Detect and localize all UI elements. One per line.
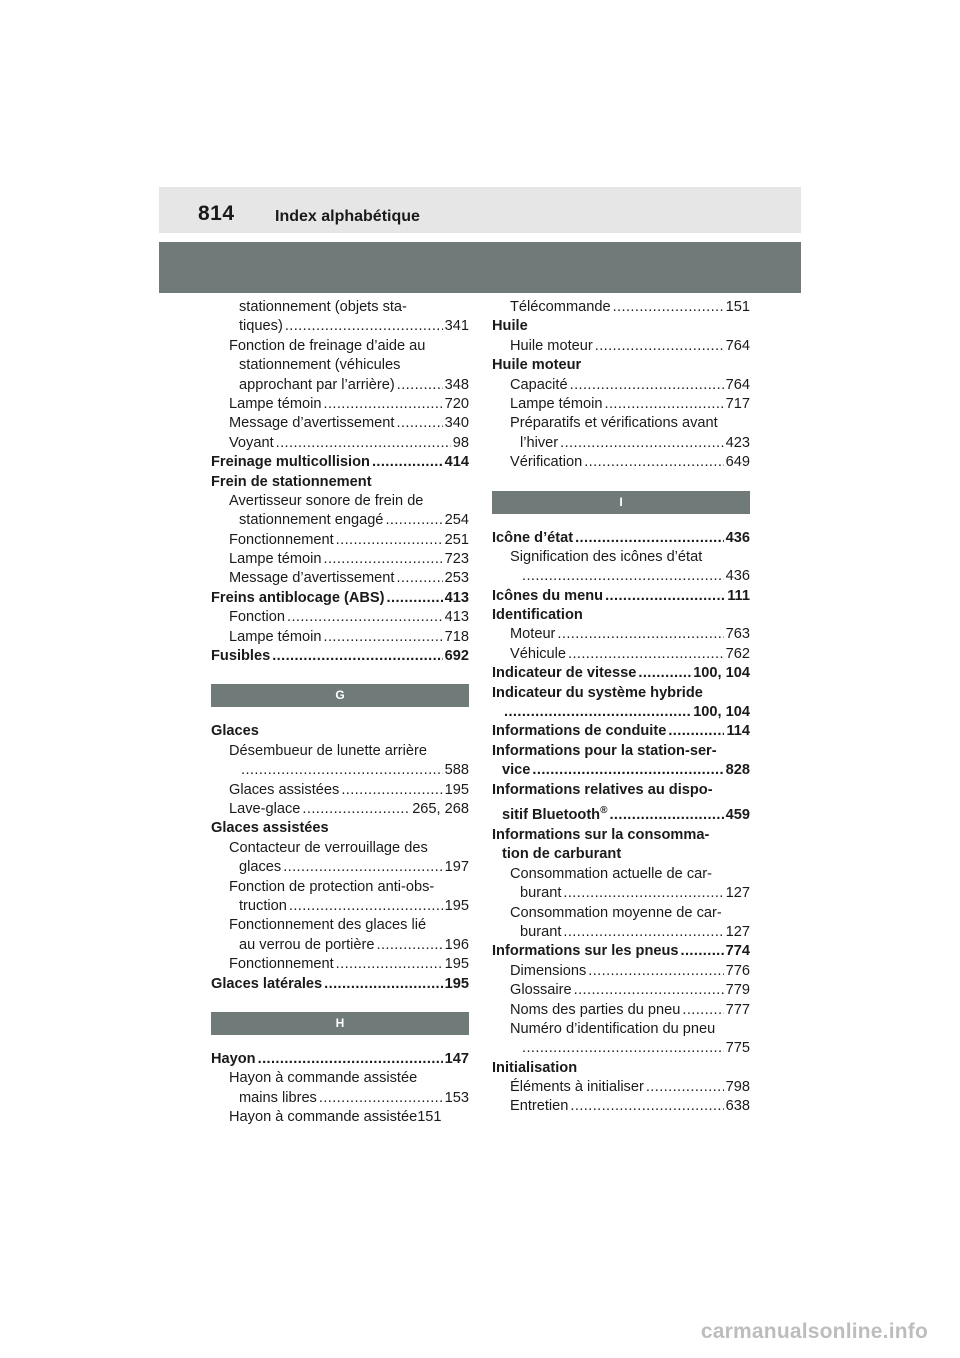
index-column-right	[492, 298, 750, 1117]
registered-mark: ®	[600, 805, 608, 817]
index-entry-page: 720	[444, 395, 469, 412]
index-entry-page: 251	[444, 531, 469, 548]
index-entry	[211, 1069, 469, 1088]
index-entry-label: Dimensions	[510, 962, 587, 979]
index-entry-page: 762	[725, 645, 750, 662]
index-entry-page: 265, 268	[412, 800, 469, 817]
index-entry	[211, 1108, 469, 1127]
index-entry-label: Huile	[492, 318, 528, 335]
index-entry-page: 763	[725, 626, 750, 643]
dot-leader	[387, 589, 443, 608]
index-entry-label: Freins antiblocage (ABS)	[211, 589, 385, 606]
index-entry	[492, 317, 750, 336]
dot-leader	[522, 1039, 724, 1058]
index-entry-label: Fonction de protection anti-obs-	[229, 878, 435, 895]
dot-leader	[272, 647, 442, 666]
section-letter-band: I	[492, 491, 750, 514]
index-entry-page: 127	[725, 923, 750, 940]
dot-leader	[681, 942, 724, 961]
index-entry-label: Informations pour la station-ser-	[492, 742, 717, 759]
index-entry-page: 638	[725, 1098, 750, 1115]
index-entry-label: Véhicule	[510, 645, 566, 662]
dot-leader	[563, 923, 723, 942]
index-entry-label: Entretien	[510, 1098, 569, 1115]
index-entry	[492, 664, 750, 683]
dot-leader	[522, 567, 724, 586]
index-entry	[492, 962, 750, 981]
index-entry	[211, 647, 469, 666]
index-entry	[492, 376, 750, 395]
index-entry-page: 151	[725, 299, 750, 315]
section-title: Index alphabétique	[275, 208, 420, 225]
index-entry	[211, 878, 469, 897]
page-number: 814	[198, 202, 235, 225]
index-entry-label: glaces	[239, 859, 282, 876]
index-entry-page: 340	[444, 415, 469, 432]
index-entry-label: Glaces assistées	[211, 820, 329, 837]
index-entry-page: 717	[725, 395, 750, 412]
section-letter-band: H	[211, 1012, 469, 1035]
dot-leader	[302, 800, 410, 819]
index-entry	[211, 356, 469, 375]
index-entry	[492, 529, 750, 548]
index-entry-page: 100, 104	[693, 665, 750, 682]
index-entry-label: Icône d’état	[492, 529, 574, 546]
index-entry	[492, 865, 750, 884]
index-entry-label: Lave-glace	[229, 800, 301, 817]
index-entry	[211, 608, 469, 627]
dot-leader	[285, 317, 443, 336]
index-entry-label: tion de carburant	[502, 846, 622, 863]
index-entry	[492, 722, 750, 741]
dot-leader	[574, 981, 724, 1000]
index-entry-label: Consommation moyenne de car-	[510, 904, 722, 921]
dot-leader	[646, 1078, 724, 1097]
index-entry-label: stationnement (objets sta-	[239, 299, 407, 315]
index-entry-page: 692	[444, 648, 469, 665]
index-entry-label: Fonction de freinage d’aide au	[229, 337, 426, 354]
index-entry-label: Préparatifs et vérifications avant	[510, 415, 718, 432]
index-entry-label: Hayon	[211, 1050, 256, 1067]
dot-leader	[532, 761, 723, 780]
index-entry-page: 98	[452, 434, 469, 451]
index-entry-label: Glaces latérales	[211, 975, 323, 992]
index-entry	[492, 1078, 750, 1097]
dot-leader	[336, 955, 443, 974]
index-entry-page: 775	[725, 1040, 750, 1057]
index-entry-page: 348	[444, 376, 469, 393]
index-entry	[492, 845, 750, 864]
index-entry	[211, 317, 469, 336]
dot-leader	[323, 395, 442, 414]
index-entry-label: Message d’avertissement	[229, 570, 395, 587]
index-entry-label: Contacteur de verrouillage des	[229, 839, 428, 856]
index-entry	[211, 550, 469, 569]
dot-leader	[504, 703, 691, 722]
dot-leader	[289, 897, 443, 916]
dot-leader	[324, 975, 442, 994]
index-entry-label: au verrou de portière	[239, 936, 375, 953]
index-column-left	[211, 298, 469, 1127]
index-entry-label: Capacité	[510, 376, 568, 393]
index-entry	[492, 453, 750, 472]
index-entry	[211, 414, 469, 433]
index-entry	[211, 742, 469, 761]
index-entry	[211, 628, 469, 647]
index-entry	[211, 936, 469, 955]
index-entry-label: Voyant	[229, 434, 274, 451]
index-entry	[211, 511, 469, 530]
index-entry-page: 588	[444, 762, 469, 779]
index-entry-label: Huile moteur	[492, 357, 582, 374]
index-entry	[492, 356, 750, 375]
index-entry-label: Glaces assistées	[229, 781, 340, 798]
index-entry-label: Hayon à commande assistée	[229, 1070, 418, 1087]
index-entry-page: 777	[725, 1001, 750, 1018]
header-bar	[159, 187, 801, 233]
index-entry-label: sitif Bluetooth®	[502, 805, 608, 823]
dot-leader	[396, 569, 442, 588]
index-entry-label: Frein de stationnement	[211, 473, 372, 490]
index-entry-page: 196	[444, 936, 469, 953]
index-entry-label: Icônes du menu	[492, 587, 604, 604]
index-entry-label: Indicateur de vitesse	[492, 665, 637, 682]
index-entry	[492, 337, 750, 356]
index-entry-label: Lampe témoin	[229, 395, 322, 412]
index-entry	[492, 606, 750, 625]
index-entry-page: 341	[444, 318, 469, 335]
index-entry	[211, 858, 469, 877]
dot-leader	[323, 550, 442, 569]
index-entry-label: Numéro d’identification du pneu	[510, 1020, 716, 1037]
index-entry-label: burant	[520, 885, 562, 902]
index-entry-page: 649	[725, 454, 750, 471]
dot-leader	[595, 337, 724, 356]
index-entry-label: Informations de conduite	[492, 723, 667, 740]
index-entry-page: 100, 104	[693, 704, 750, 721]
index-entry	[492, 923, 750, 942]
index-entry-page: 764	[725, 337, 750, 354]
index-entry-label: truction	[239, 897, 287, 914]
header-band	[159, 242, 801, 293]
index-entry-label: Éléments à initialiser	[510, 1079, 644, 1096]
index-entry	[211, 800, 469, 819]
index-entry	[211, 395, 469, 414]
index-entry-label: Noms des parties du pneu	[510, 1001, 681, 1018]
dot-leader	[563, 884, 723, 903]
index-entry-label: Message d’avertissement	[229, 415, 395, 432]
index-entry-page: 254	[444, 512, 469, 529]
dot-leader	[276, 434, 451, 453]
index-entry-label: Désembueur de lunette arrière	[229, 742, 427, 759]
dot-leader	[560, 434, 724, 453]
index-entry-label: Vérification	[510, 454, 583, 471]
dot-leader	[323, 628, 442, 647]
index-entry-page: 828	[725, 762, 750, 779]
dot-leader	[385, 511, 442, 530]
index-entry-label: Télécommande	[510, 299, 611, 315]
index-entry-label: tiques)	[239, 318, 283, 335]
index-entry	[211, 897, 469, 916]
index-entry	[492, 1097, 750, 1116]
index-entry	[492, 567, 750, 586]
index-entry	[211, 434, 469, 453]
index-entry	[211, 839, 469, 858]
index-entry-label: Indicateur du système hybride	[492, 684, 703, 701]
index-entry	[211, 1050, 469, 1069]
index-entry	[492, 1001, 750, 1020]
index-entry-page: 195	[444, 956, 469, 973]
index-entry-label: Moteur	[510, 626, 556, 643]
index-entry	[492, 1020, 750, 1039]
index-entry-page: 764	[725, 376, 750, 393]
dot-leader	[568, 645, 724, 664]
index-entry	[492, 645, 750, 664]
watermark: carmanualsonline.info	[700, 1320, 928, 1343]
index-entry-page: 436	[725, 529, 750, 546]
dot-leader	[341, 781, 442, 800]
section-letter-band: G	[211, 684, 469, 707]
index-entry-label: Initialisation	[492, 1059, 578, 1076]
index-entry-page: 436	[725, 568, 750, 585]
index-entry-label: Informations sur les pneus	[492, 943, 679, 960]
index-entry-page: 114	[726, 723, 750, 740]
index-entry	[211, 298, 469, 317]
dot-leader	[588, 962, 723, 981]
index-entry	[492, 1059, 750, 1078]
index-entry-page: 195	[444, 975, 469, 992]
index-entry-label: stationnement engagé	[239, 512, 384, 529]
index-entry-page: 779	[725, 982, 750, 999]
dot-leader	[682, 1001, 723, 1020]
index-entry-page: 253	[444, 570, 469, 587]
index-entry	[492, 298, 750, 317]
index-entry	[211, 781, 469, 800]
index-entry	[492, 625, 750, 644]
index-entry-page: 195	[444, 781, 469, 798]
index-entry-page: 776	[725, 962, 750, 979]
index-entry	[492, 548, 750, 567]
index-entry-label: Consommation actuelle de car-	[510, 865, 712, 882]
index-entry	[211, 589, 469, 608]
index-entry	[211, 975, 469, 994]
index-entry-label: Avertisseur sonore de frein de	[229, 492, 424, 509]
dot-leader	[283, 858, 442, 877]
dot-leader	[319, 1089, 443, 1108]
index-entry	[211, 473, 469, 492]
index-entry	[492, 942, 750, 961]
index-entry	[492, 761, 750, 780]
dot-leader	[557, 625, 723, 644]
dot-leader	[668, 722, 724, 741]
index-entry-label: Lampe témoin	[510, 395, 603, 412]
index-entry-label: Fonction	[229, 609, 285, 626]
index-entry-label: mains libres	[239, 1089, 317, 1106]
dot-leader	[396, 414, 442, 433]
index-entry	[211, 492, 469, 511]
index-entry	[211, 569, 469, 588]
index-entry-label: Hayon à commande assistée151	[229, 1109, 442, 1126]
index-entry-page: 718	[444, 628, 469, 645]
index-entry-label: stationnement (véhicules	[239, 357, 401, 374]
index-entry-label: Informations sur la consomma-	[492, 826, 710, 843]
index-entry-page: 798	[725, 1079, 750, 1096]
index-entry-label: Huile moteur	[510, 337, 593, 354]
index-entry	[211, 819, 469, 838]
dot-leader	[372, 453, 443, 472]
index-entry-page: 413	[444, 589, 469, 606]
dot-leader	[258, 1050, 443, 1069]
dot-leader	[376, 936, 442, 955]
index-entry-label: Lampe témoin	[229, 551, 322, 568]
index-entry-label: vice	[502, 762, 531, 779]
index-entry-label: Fusibles	[211, 648, 271, 665]
index-entry	[492, 587, 750, 606]
index-entry-label: Fonctionnement des glaces lié	[229, 917, 427, 934]
index-entry	[211, 955, 469, 974]
index-entry-label: Fonctionnement	[229, 531, 334, 548]
index-entry-page: 413	[444, 609, 469, 626]
index-entry-label: approchant par l’arrière)	[239, 376, 395, 393]
dot-leader	[584, 453, 723, 472]
index-entry-page: 459	[725, 806, 750, 823]
index-entry-page: 127	[725, 885, 750, 902]
index-entry-label: Glaces	[211, 723, 259, 740]
index-entry-page: 774	[725, 943, 750, 960]
index-entry	[492, 742, 750, 761]
index-entry	[492, 800, 750, 826]
index-entry-label: Lampe témoin	[229, 628, 322, 645]
index-entry-label: Glossaire	[510, 982, 572, 999]
index-entry-page: 195	[444, 897, 469, 914]
index-entry	[492, 1039, 750, 1058]
index-entry	[211, 376, 469, 395]
index-entry-label: burant	[520, 923, 562, 940]
index-entry	[492, 703, 750, 722]
dot-leader	[570, 1097, 723, 1116]
dot-leader	[613, 298, 724, 317]
index-entry-page: 147	[444, 1050, 469, 1067]
dot-leader	[241, 761, 443, 780]
index-entry	[492, 781, 750, 800]
index-entry	[492, 684, 750, 703]
index-entry-label: Freinage multicollision	[211, 454, 370, 471]
index-entry	[492, 826, 750, 845]
dot-leader	[570, 376, 724, 395]
index-entry	[492, 981, 750, 1000]
dot-leader	[575, 529, 724, 548]
dot-leader	[336, 531, 443, 550]
dot-leader	[397, 376, 443, 395]
index-entry	[211, 916, 469, 935]
index-entry	[211, 761, 469, 780]
index-entry-page: 723	[444, 551, 469, 568]
index-entry	[492, 904, 750, 923]
index-entry-label: l’hiver	[520, 434, 559, 451]
index-entry	[211, 1089, 469, 1108]
index-entry	[211, 453, 469, 472]
dot-leader	[287, 608, 443, 627]
index-entry-page: 423	[725, 434, 750, 451]
index-entry	[492, 395, 750, 414]
index-entry	[492, 414, 750, 433]
dot-leader	[605, 587, 725, 606]
index-entry-label: Identification	[492, 607, 583, 624]
index-entry	[211, 531, 469, 550]
index-entry	[211, 337, 469, 356]
index-entry	[211, 722, 469, 741]
dot-leader	[604, 395, 723, 414]
index-entry-label: Fonctionnement	[229, 956, 334, 973]
index-entry	[492, 434, 750, 453]
dot-leader	[638, 664, 691, 683]
index-entry-page: 111	[727, 587, 750, 604]
index-entry-page: 197	[444, 859, 469, 876]
index-entry-page: 414	[444, 454, 469, 471]
dot-leader	[609, 800, 723, 826]
index-entry-label: Informations relatives au dispo-	[492, 781, 713, 798]
index-entry	[492, 884, 750, 903]
index-entry-page: 153	[444, 1089, 469, 1106]
index-entry-label: Signification des icônes d’état	[510, 548, 703, 565]
